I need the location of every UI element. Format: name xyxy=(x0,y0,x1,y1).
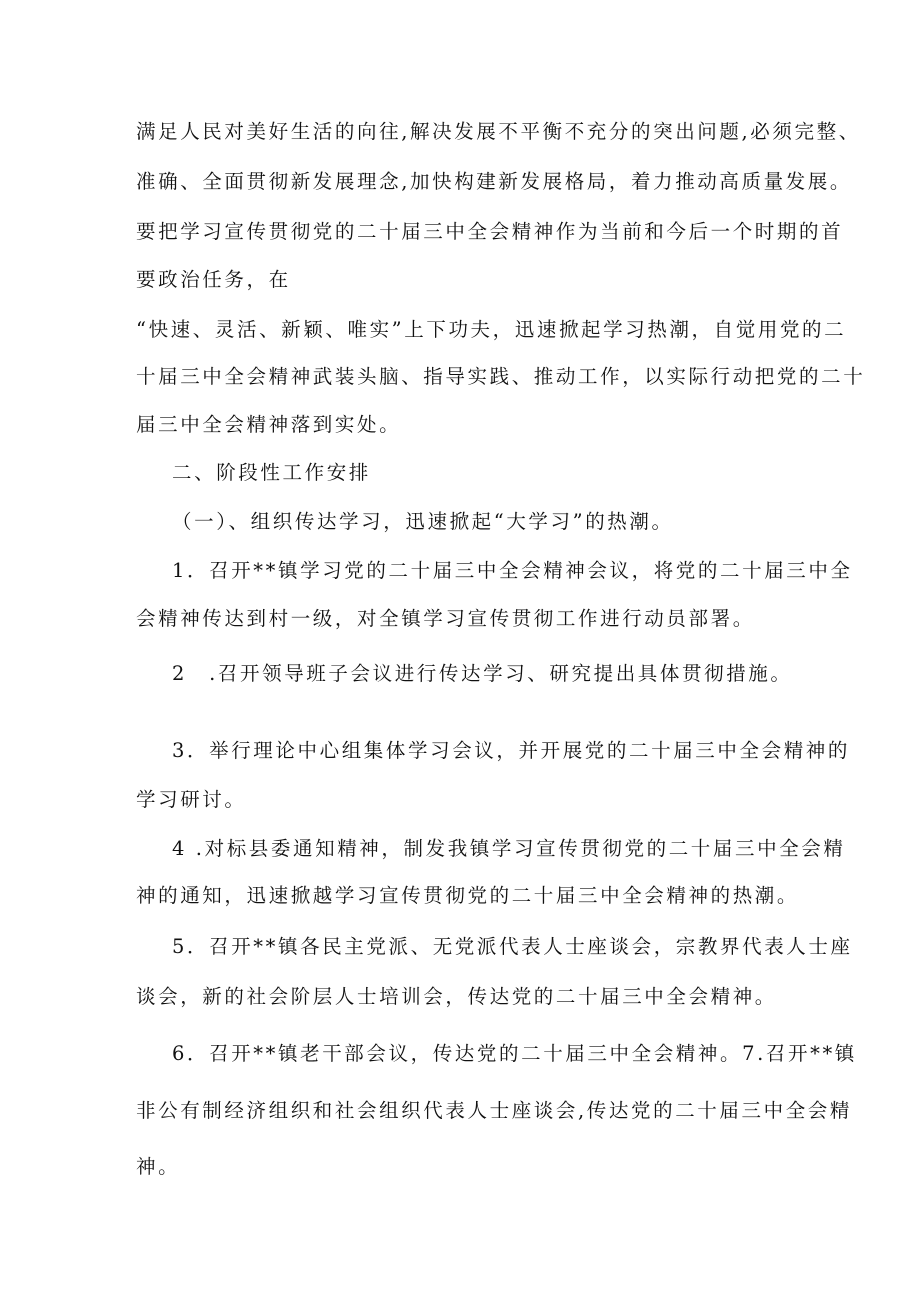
item-7-line-2: 非公有制经济组织和社会组织代表人士座谈会,传达党的二十届三中全会精 xyxy=(136,1099,852,1122)
item-6-7-line-1: 6．召开**镇老干部会议，传达党的二十届三中全会精神。7.召开**镇 xyxy=(172,1042,857,1065)
item-4-line-1: 4 .对标县委通知精神，制发我镇学习宣传贯彻党的二十届三中全会精 xyxy=(172,837,846,860)
text-line-6: 十届三中全会精神武装头脑、指导实践、推动工作，以实际行动把党的二十 xyxy=(136,365,866,388)
item-1-line-2: 会精神传达到村一级，对全镇学习宣传贯彻工作进行动员部署。 xyxy=(136,607,755,630)
text-line-7: 届三中全会精神落到实处。 xyxy=(136,413,402,436)
text-line-1: 满足人民对美好生活的向往,解决发展不平衡不充分的突出问题,必须完整、 xyxy=(136,120,861,143)
item-5-line-1: 5．召开**镇各民主党派、无党派代表人士座谈会，宗教界代表人士座 xyxy=(172,935,853,958)
item-5-line-2: 谈会，新的社会阶层人士培训会，传达党的二十届三中全会精神。 xyxy=(136,985,777,1008)
item-3-line-1: 3．举行理论中心组集体学习会议，并开展党的二十届三中全会精神的 xyxy=(172,739,851,762)
item-7-line-3: 神。 xyxy=(136,1155,181,1178)
item-2: 2 .召开领导班子会议进行传达学习、研究提出具体贯彻措施。 xyxy=(172,662,793,685)
item-1-line-1: 1．召开**镇学习党的二十届三中全会精神会议，将党的二十届三中全 xyxy=(172,559,853,582)
text-line-5: “快速、灵活、新颖、唯实”上下功夫，迅速掀起学习热潮，自觉用党的二 xyxy=(136,318,847,341)
text-line-4: 要政治任务，在 xyxy=(136,268,291,291)
item-4-line-2: 神的通知，迅速掀越学习宣传贯彻党的二十届三中全会精神的热潮。 xyxy=(136,884,800,907)
section-heading: 二、阶段性工作安排 xyxy=(172,461,371,484)
text-line-3: 要把学习宣传贯彻党的二十届三中全会精神作为当前和今后一个时期的首 xyxy=(136,220,844,243)
subsection-heading: （一）、组织传达学习，迅速掀起“大学习”的热潮。 xyxy=(172,510,674,533)
text-line-2: 准确、全面贯彻新发展理念,加快构建新发展格局，着力推动高质量发展。 xyxy=(136,170,852,193)
item-3-line-2: 学习研讨。 xyxy=(136,788,247,811)
